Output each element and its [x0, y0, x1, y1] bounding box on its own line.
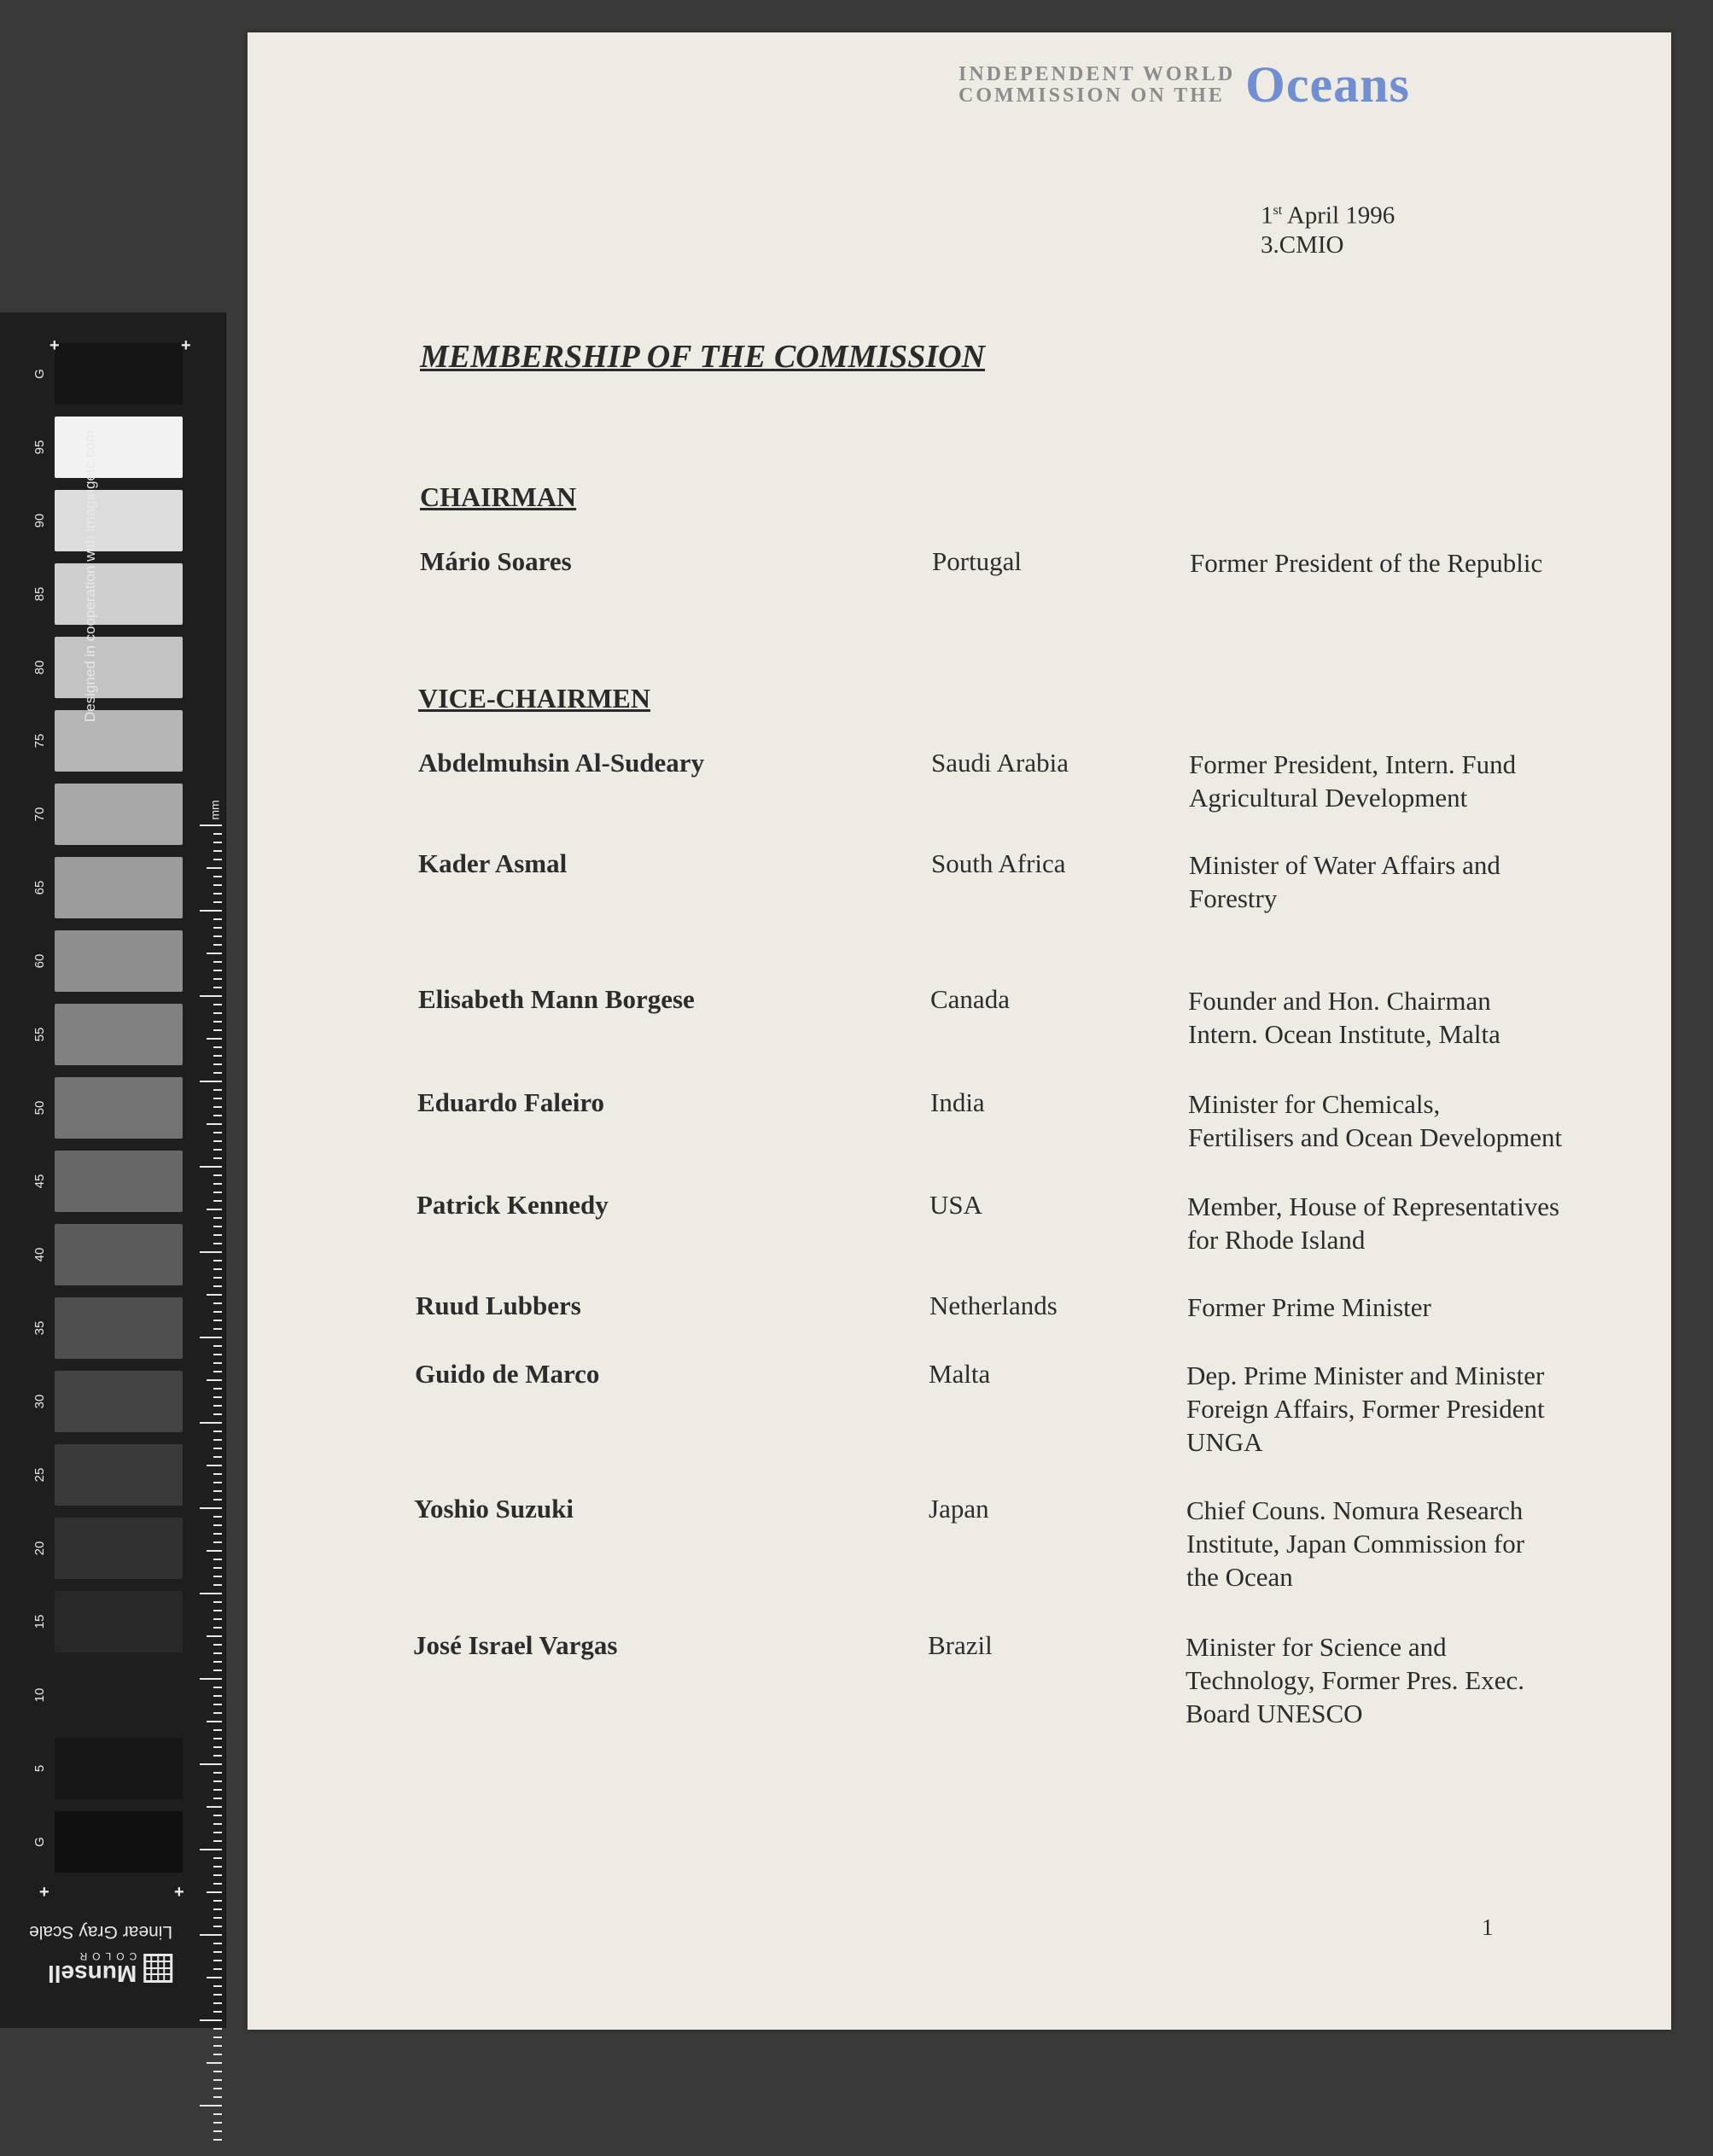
ruler-tick — [213, 1456, 222, 1458]
ruler-tick — [213, 1431, 222, 1432]
gray-patch-label: 60 — [32, 953, 47, 969]
ruler-tick — [213, 1396, 222, 1398]
gray-patch-label: 20 — [32, 1541, 47, 1556]
ruler-tick — [213, 1098, 222, 1099]
ruler-tick — [207, 1379, 222, 1381]
member-name: Guido de Marco — [415, 1359, 600, 1389]
ruler-tick — [213, 1832, 222, 1833]
ruler-tick — [213, 1115, 222, 1116]
ruler-tick — [213, 1883, 222, 1885]
member-name: Yoshio Suzuki — [414, 1494, 574, 1524]
ruler-tick — [213, 1661, 222, 1663]
registration-mark: + — [181, 336, 191, 355]
ruler-tick — [213, 1738, 222, 1739]
munsell-logo-icon — [143, 1954, 172, 1983]
member-role-line: Forestry — [1189, 883, 1278, 913]
ruler-tick — [213, 1490, 222, 1492]
member-name: Ruud Lubbers — [416, 1291, 581, 1320]
member-role-line: Former Prime Minister — [1187, 1292, 1431, 1322]
ruler-tick — [213, 1704, 222, 1705]
gray-patch — [55, 1371, 183, 1432]
gray-patch — [55, 1444, 183, 1506]
ruler-tick — [213, 1823, 222, 1825]
ruler-tick — [213, 1448, 222, 1449]
ruler-tick — [213, 1320, 222, 1321]
gray-patch — [55, 1518, 183, 1579]
ruler-tick — [207, 1465, 222, 1466]
ruler-tick — [213, 1729, 222, 1731]
ruler-tick — [213, 1302, 222, 1304]
ruler-tick — [207, 1038, 222, 1040]
gray-patch-label: G — [32, 369, 47, 379]
ruler-tick — [213, 876, 222, 877]
ruler-tick — [213, 1695, 222, 1697]
section-chairman: CHAIRMAN — [420, 481, 577, 512]
gray-patch-label: 50 — [32, 1100, 47, 1116]
gray-patch — [55, 1077, 183, 1139]
ruler-tick — [213, 1482, 222, 1483]
ruler-tick — [213, 2079, 222, 2081]
gray-patch — [55, 1151, 183, 1212]
document-title: MEMBERSHIP OF THE COMMISSION — [420, 339, 986, 375]
member-role-line: Institute, Japan Commission for — [1186, 1529, 1525, 1559]
gray-patch — [55, 1811, 183, 1873]
ruler-tick — [213, 1354, 222, 1355]
ruler-tick — [207, 1123, 222, 1125]
ruler-tick — [213, 1192, 222, 1193]
ruler-tick — [213, 1439, 222, 1441]
ruler-tick — [213, 1601, 222, 1603]
member-role-line: Founder and Hon. Chairman — [1188, 986, 1491, 1016]
ruler-tick — [213, 918, 222, 920]
ruler-tick — [200, 1934, 222, 1936]
ruler-tick — [213, 1473, 222, 1475]
ruler-tick — [213, 2011, 222, 2013]
ruler-tick — [213, 944, 222, 946]
member-role — [1188, 1087, 1632, 1154]
member-row — [248, 848, 1671, 951]
gray-patch — [55, 1297, 183, 1359]
member-role-line: Fertilisers and Ocean Development — [1188, 1122, 1563, 1152]
ruler-tick — [213, 1669, 222, 1671]
page-number: 1 — [1482, 1914, 1494, 1940]
ruler-tick — [213, 1183, 222, 1185]
ruler-tick — [213, 1132, 222, 1133]
member-country: Saudi Arabia — [931, 748, 1069, 778]
letterhead-line2: COMMISSION ON THE — [958, 84, 1225, 107]
ruler-tick — [213, 1968, 222, 1970]
ruler-tick — [213, 1943, 222, 1944]
ruler-tick — [213, 1046, 222, 1048]
gray-patch-label: 25 — [32, 1467, 47, 1483]
ruler-tick — [213, 1243, 222, 1244]
member-name: Abdelmuhsin Al-Sudeary — [418, 748, 705, 778]
member-role-line: Foreign Affairs, Former President — [1186, 1394, 1545, 1424]
ruler-tick — [213, 1012, 222, 1014]
ruler-tick — [213, 1285, 222, 1287]
ruler-tick — [213, 893, 222, 894]
gray-patch-label: 40 — [32, 1247, 47, 1262]
ruler-tick — [213, 1388, 222, 1390]
member-country: Malta — [929, 1359, 991, 1389]
member-country: Japan — [929, 1494, 989, 1524]
ruler-tick — [213, 1362, 222, 1364]
gray-patch-label: 95 — [32, 440, 47, 455]
ruler-tick — [213, 1815, 222, 1816]
ruler-tick — [213, 1055, 222, 1057]
ruler-tick — [213, 1576, 222, 1577]
ruler-tick — [213, 1610, 222, 1611]
ruler-tick — [213, 1908, 222, 1910]
ruler-tick — [213, 1268, 222, 1270]
ruler-tick — [213, 1524, 222, 1526]
section-vice-chairmen: VICE-CHAIRMEN — [418, 683, 650, 714]
ruler-tick — [213, 842, 222, 843]
ruler-tick — [200, 1337, 222, 1338]
ruler-tick — [200, 910, 222, 912]
member-role-line: Chief Couns. Nomura Research — [1186, 1495, 1524, 1525]
ruler-tick — [213, 1687, 222, 1688]
ruler-tick — [200, 1593, 222, 1594]
date: 1st April 1996 — [1261, 201, 1395, 230]
ruler-tick — [213, 1149, 222, 1151]
ruler-tick — [213, 901, 222, 903]
ruler-tick — [213, 2139, 222, 2141]
ruler-tick — [213, 1866, 222, 1868]
ruler-tick — [200, 1081, 222, 1082]
member-role-line: Minister for Science and — [1186, 1632, 1447, 1662]
ruler-tick — [213, 1712, 222, 1714]
ruler-tick — [213, 1072, 222, 1074]
ruler-tick — [207, 1721, 222, 1722]
ruler-tick — [213, 1755, 222, 1757]
member-role-line: Board UNESCO — [1186, 1699, 1363, 1728]
gray-patch — [55, 1591, 183, 1652]
ruler-tick — [213, 987, 222, 988]
member-role-line: Former President, Intern. Fund — [1189, 749, 1517, 779]
ruler-tick — [207, 953, 222, 954]
member-row — [248, 748, 1671, 850]
ruler-tick — [213, 1405, 222, 1407]
member-row — [248, 1494, 1671, 1596]
gray-patch — [55, 1664, 183, 1726]
ruler-tick — [200, 1763, 222, 1765]
gray-patch-label: 10 — [32, 1687, 47, 1703]
member-role — [1189, 748, 1633, 814]
gray-patch — [55, 417, 183, 478]
gray-patch — [55, 1224, 183, 1285]
letterhead-oceans: Oceans — [1245, 56, 1410, 113]
ruler-tick — [213, 1413, 222, 1415]
ruler-tick — [213, 1174, 222, 1176]
ruler-tick — [200, 995, 222, 997]
member-name: Patrick Kennedy — [417, 1190, 609, 1220]
ruler-tick — [213, 970, 222, 971]
ruler-tick — [207, 867, 222, 869]
gray-patch — [55, 930, 183, 992]
member-role — [1189, 848, 1633, 915]
gray-patch — [55, 784, 183, 845]
mm-ruler — [198, 825, 224, 2156]
ruler-tick — [213, 1917, 222, 1919]
ruler-tick — [213, 1157, 222, 1159]
ruler-tick — [200, 1507, 222, 1509]
ruler-tick — [213, 1798, 222, 1799]
ruler-tick — [200, 2105, 222, 2106]
gray-patch-label: 15 — [32, 1614, 47, 1629]
ruler-tick — [213, 1994, 222, 1996]
ruler-tick — [213, 1926, 222, 1927]
member-role-line: Dep. Prime Minister and Minister — [1186, 1361, 1545, 1390]
ruler-tick — [213, 1951, 222, 1953]
ruler-tick — [213, 1106, 222, 1108]
ruler-tick — [213, 2113, 222, 2115]
member-role — [1190, 546, 1634, 580]
member-role-line: Member, House of Representatives — [1187, 1192, 1560, 1221]
ruler-tick — [213, 1652, 222, 1654]
gray-patch-label: 45 — [32, 1174, 47, 1189]
ruler-tick — [207, 2062, 222, 2064]
letterhead-line1: INDEPENDENT WORLD — [958, 62, 1236, 85]
member-role-line: UNGA — [1186, 1427, 1263, 1457]
member-row — [248, 1630, 1671, 1733]
letterhead — [958, 55, 1410, 114]
gray-patch-label: 65 — [32, 880, 47, 895]
ruler-tick — [200, 1251, 222, 1253]
gray-patch — [55, 710, 183, 772]
designed-credit: Designed in cooperation with imagingetc.com — [82, 429, 98, 722]
member-role — [1186, 1494, 1630, 1594]
gray-patch — [55, 563, 183, 625]
gray-scale-card — [0, 312, 226, 2028]
gray-patch — [55, 1004, 183, 1065]
member-role-line: Minister of Water Affairs and — [1189, 850, 1500, 880]
ruler-tick — [207, 1209, 222, 1210]
member-name: Elisabeth Mann Borgese — [418, 984, 695, 1014]
ruler-tick — [213, 2096, 222, 2098]
ruler-tick — [213, 1874, 222, 1876]
gray-patch-label: 55 — [32, 1027, 47, 1042]
ruler-tick — [213, 1226, 222, 1227]
ruler-tick — [213, 2028, 222, 2030]
ruler-tick — [213, 978, 222, 980]
reference: 3.CMIO — [1261, 230, 1344, 259]
letter-page — [248, 32, 1671, 2030]
ruler-tick — [213, 884, 222, 886]
member-role-line: Former President of the Republic — [1190, 548, 1543, 578]
scale-name: Linear Gray Scale — [29, 1922, 173, 1942]
gray-patch-label: 30 — [32, 1394, 47, 1409]
munsell-brand — [48, 1951, 172, 1985]
gray-patch-label: 75 — [32, 733, 47, 749]
ruler-tick — [213, 961, 222, 963]
ruler-tick — [213, 1311, 222, 1313]
ruler-tick — [213, 1840, 222, 1842]
ruler-tick — [213, 1260, 222, 1262]
member-country: USA — [929, 1190, 983, 1220]
member-name: Eduardo Faleiro — [417, 1087, 605, 1117]
member-row — [248, 1087, 1671, 1190]
ruler-tick — [213, 1140, 222, 1142]
ruler-tick — [213, 1063, 222, 1065]
ruler-tick — [213, 1900, 222, 1902]
ruler-tick — [213, 1789, 222, 1791]
ruler-tick — [213, 1345, 222, 1347]
ruler-tick — [213, 1772, 222, 1774]
member-name: José Israel Vargas — [413, 1630, 618, 1660]
ruler-tick — [213, 1985, 222, 1987]
ruler-tick — [213, 859, 222, 860]
ruler-tick — [213, 1499, 222, 1500]
ruler-tick — [200, 1166, 222, 1168]
member-country: South Africa — [931, 848, 1066, 878]
ruler-tick — [213, 1533, 222, 1535]
ruler-tick — [213, 1371, 222, 1372]
member-name: Kader Asmal — [418, 848, 568, 878]
ruler-tick — [213, 1277, 222, 1279]
gray-patch — [55, 490, 183, 551]
ruler-tick — [213, 1200, 222, 1202]
gray-patch-label: G — [32, 1837, 47, 1847]
registration-mark: + — [50, 336, 60, 355]
ruler-tick — [213, 1644, 222, 1646]
member-role — [1186, 1359, 1630, 1459]
ruler-tick — [213, 2088, 222, 2089]
ruler-tick — [213, 1217, 222, 1219]
member-role-line: Agricultural Development — [1189, 783, 1468, 813]
ruler-tick — [213, 1567, 222, 1569]
ruler-tick — [213, 1541, 222, 1543]
ruler-tick — [207, 1806, 222, 1808]
ruler-tick — [213, 2054, 222, 2055]
ruler-tick — [207, 1294, 222, 1296]
member-country: Netherlands — [929, 1291, 1058, 1320]
ruler-tick — [213, 2071, 222, 2072]
member-row — [248, 984, 1671, 1087]
registration-mark: + — [39, 1883, 50, 1902]
member-role-line: the Ocean — [1186, 1562, 1293, 1592]
ruler-tick — [213, 1857, 222, 1859]
gray-patch-label: 70 — [32, 807, 47, 822]
ruler-tick — [213, 2045, 222, 2047]
member-role — [1187, 1291, 1631, 1324]
ruler-tick — [213, 1627, 222, 1629]
date-block — [1261, 196, 1395, 259]
ruler-tick — [213, 2037, 222, 2038]
ruler-tick — [213, 2122, 222, 2124]
ruler-tick — [213, 1618, 222, 1620]
gray-patch — [55, 637, 183, 698]
ruler-tick — [213, 1780, 222, 1782]
ruler-tick — [213, 1516, 222, 1518]
gray-patch — [55, 343, 183, 405]
munsell-name: Munsell — [48, 1961, 137, 1987]
ruler-tick — [200, 1678, 222, 1680]
gray-patch-label: 90 — [32, 513, 47, 528]
ruler-tick — [213, 850, 222, 852]
ruler-tick — [200, 2019, 222, 2021]
mm-label: mm — [207, 800, 222, 820]
ruler-tick — [213, 1021, 222, 1023]
member-row — [248, 1359, 1671, 1461]
gray-patch-label: 85 — [32, 586, 47, 602]
registration-mark: + — [174, 1883, 184, 1902]
ruler-tick — [207, 1550, 222, 1552]
member-country: Portugal — [932, 546, 1023, 576]
member-role — [1188, 984, 1632, 1051]
ruler-tick — [200, 1849, 222, 1850]
gray-patch-label: 80 — [32, 660, 47, 675]
ruler-tick — [207, 1891, 222, 1893]
ruler-tick — [213, 935, 222, 937]
ruler-tick — [213, 1089, 222, 1091]
gray-patch-label: 5 — [32, 1764, 47, 1773]
gray-patch — [55, 857, 183, 918]
ruler-tick — [213, 1029, 222, 1031]
ruler-tick — [213, 1960, 222, 1961]
gray-patch — [55, 1738, 183, 1799]
ruler-tick — [213, 2130, 222, 2132]
ruler-tick — [213, 1559, 222, 1560]
member-role — [1186, 1630, 1629, 1730]
member-role-line: Technology, Former Pres. Exec. — [1186, 1665, 1524, 1695]
member-row — [248, 546, 1671, 649]
ruler-tick — [213, 927, 222, 929]
munsell-sub: COLOR — [74, 1950, 137, 1962]
ruler-tick — [207, 1635, 222, 1637]
ruler-tick — [213, 1004, 222, 1005]
member-country: India — [930, 1087, 985, 1117]
ruler-tick — [213, 1234, 222, 1236]
member-role-line: for Rhode Island — [1187, 1225, 1366, 1255]
ruler-tick — [213, 2002, 222, 2004]
member-role-line: Minister for Chemicals, — [1188, 1089, 1441, 1119]
member-role-line: Intern. Ocean Institute, Malta — [1188, 1019, 1500, 1049]
ruler-tick — [213, 833, 222, 835]
member-country: Brazil — [928, 1630, 993, 1660]
ruler-tick — [200, 825, 222, 826]
member-name: Mário Soares — [420, 546, 572, 576]
member-country: Canada — [930, 984, 1010, 1014]
ruler-tick — [207, 1977, 222, 1978]
member-row — [248, 1190, 1671, 1292]
ruler-tick — [213, 1328, 222, 1330]
ruler-tick — [213, 1746, 222, 1748]
gray-patch-label: 35 — [32, 1320, 47, 1336]
member-role — [1187, 1190, 1631, 1256]
ruler-tick — [213, 1584, 222, 1586]
ruler-tick — [200, 1422, 222, 1424]
